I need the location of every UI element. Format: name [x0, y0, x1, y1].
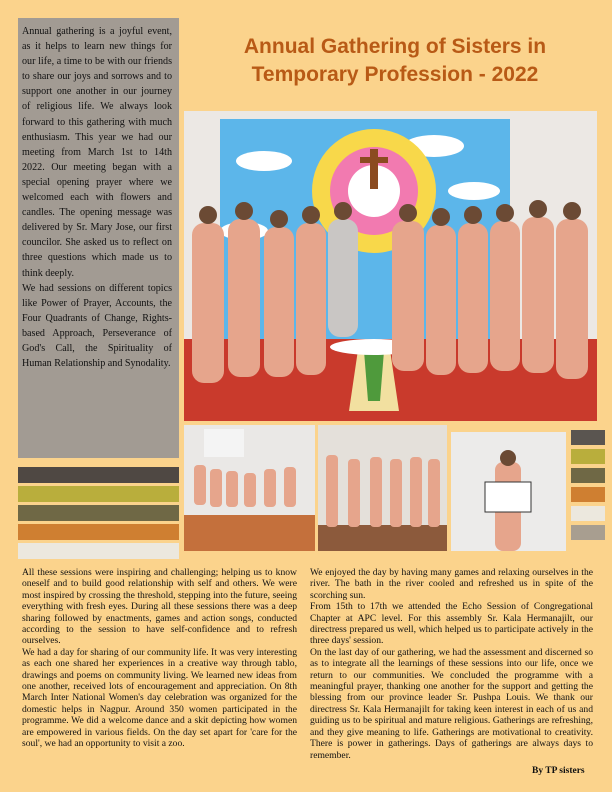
signature: By TP sisters	[532, 766, 585, 776]
right-swatch-2	[571, 449, 605, 464]
right-swatch-6	[571, 525, 605, 540]
main-photo-illustration	[184, 111, 597, 421]
photo-session	[184, 425, 315, 551]
sidebar-text	[22, 24, 172, 371]
photo-session-illustration	[184, 425, 315, 551]
left-paragraph-1: All these sessions were inspiring and challenging; helping us to know oneself and to build good relationship with self and others. We were most inspired by crossing the threshold, stepping into the future, seeing everything with fresh eyes. During all these sessions there was a deep sharing followed by enactments, games and action songs, conducted according to the session to have self-confidence and to refresh ourselves.	[22, 567, 297, 647]
sidebar-paragraph-1: Annual gathering is a joyful event, as it helps to learn new things for our life, a time to be with our friends to share our joys and sorrows and to support one another in our journey of religious life. We always look forward to this gathering with much enthusiasm. This year we had our meeting from March 1st to 14th 2022. Our meeting began with a special opening prayer where we welcomed each with flowers and candles. The opening message was delivered by Sr. Mary Jose, our first councilor. She asked us to reflect on three questions which made us to think deeply.	[22, 26, 172, 279]
swatch-3	[18, 505, 179, 521]
right-paragraph-1: We enjoyed the day by having many games and relaxing ourselves in the river. The bath in the river cooled and refreshed us in spite of the scorching sun.	[310, 567, 593, 601]
left-paragraph-2: We had a day for sharing of our community life. It was very interesting as each one shared her experiences in a creative way through tablo, drawings and poems on community living. We learned new ideas from one another, received lots of encouragement and appreciation. On 8th March Inter National Women's day celebration was organized for the domestic helps in Nagpur. Around 350 women participated in the programme. We did a welcome dance and a skit depicting how women are empowered in various fields. On the day set apart for 'care for the soul', we had an opportunity to visit a zoo.	[22, 646, 297, 750]
right-swatch-3	[571, 468, 605, 483]
right-swatch-1	[571, 430, 605, 445]
swatch-1	[18, 467, 179, 483]
main-photo	[184, 111, 597, 421]
photo-display	[451, 432, 566, 551]
swatch-2	[18, 486, 179, 502]
photo-display-illustration	[451, 432, 566, 551]
page-title	[200, 33, 590, 89]
right-column	[310, 567, 593, 761]
title-line-1: Annual Gathering of Sisters in	[243, 35, 547, 58]
right-paragraph-3: On the last day of our gathering, we had the assessment and discerned so as to integrate all the learnings of these sessions into our life, once we return to our communities. We concluded the programme with a meaningful prayer, thanking one another for the support and getting the blessing from our province leader Sr. Pushpa Louis. We thank our directress Sr. Kala Hermanajilt for taking keen interest in each of us and guiding us to be spiritual and mature religious. Gatherings are refreshing, and they give meaning to life. Gatherings are motivational to creativity. There is power in gatherings. Days of gatherings are always days to remember.	[310, 646, 593, 761]
photo-action-song	[318, 425, 447, 551]
right-paragraph-2: From 15th to 17th we attended the Echo Session of Congregational Chapter at APC level. For this assembly Sr. Kala Hermanajilt, our directress prepared us well, which helped us to participate actively in the three days' session.	[310, 601, 593, 647]
right-swatch-5	[571, 506, 605, 521]
right-swatch-4	[571, 487, 605, 502]
swatch-5	[18, 543, 179, 559]
left-column	[22, 567, 297, 750]
title-line-2: Temporary Profession - 2022	[251, 63, 539, 86]
photo-action-song-illustration	[318, 425, 447, 551]
sidebar-paragraph-2: We had sessions on different topics like Power of Prayer, Accounts, the Four Quadrants of Change, Rights-based Approach, Perseverance of God's Call, the Spirituality of Human Relationship and Synodality.	[22, 282, 172, 370]
swatch-4	[18, 524, 179, 540]
